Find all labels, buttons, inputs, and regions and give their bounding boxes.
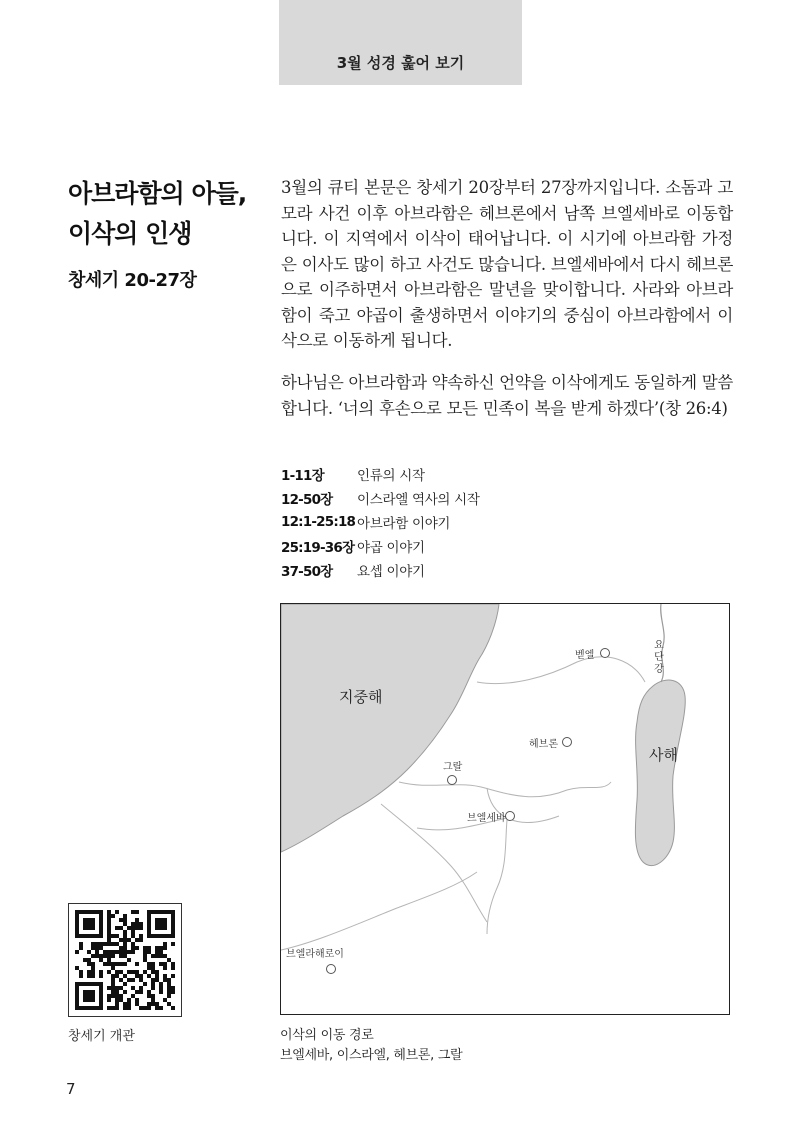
chapter-range: 37-50장 bbox=[281, 564, 333, 580]
wadi-line bbox=[477, 657, 645, 684]
beerlahairoi-marker bbox=[327, 965, 336, 974]
beerlahairoi-label: 브엘라해로이 bbox=[286, 949, 344, 960]
qr-code-graphic bbox=[69, 904, 181, 1016]
gerar-label: 그랄 bbox=[443, 762, 463, 773]
chapter-row bbox=[281, 534, 480, 558]
wadi-line bbox=[399, 782, 611, 797]
map-caption bbox=[280, 1026, 462, 1066]
bethel-marker bbox=[601, 649, 610, 658]
bethel-label: 벧엘 bbox=[575, 650, 595, 661]
gerar-marker bbox=[448, 776, 457, 785]
chapter-row bbox=[281, 462, 480, 486]
chapter-range: 25:19-36장 bbox=[281, 540, 355, 556]
jordan-river-label-char: 단 bbox=[654, 652, 664, 663]
chapter-description: 아브라함 이야기 bbox=[357, 516, 451, 532]
chapter-description: 요셉 이야기 bbox=[357, 564, 425, 580]
chapter-row bbox=[281, 486, 480, 510]
map-caption-places: 브엘세바, 이스라엘, 헤브론, 그랄 bbox=[280, 1048, 463, 1063]
wadi-line bbox=[487, 820, 507, 934]
article-subtitle: 창세기 20-27장 bbox=[68, 270, 197, 291]
chapter-range: 12-50장 bbox=[281, 492, 333, 508]
section-header-title: 3월 성경 훑어 보기 bbox=[336, 54, 465, 72]
beersheba-label: 브엘세바 bbox=[467, 813, 506, 824]
beersheba-marker bbox=[506, 812, 515, 821]
chapter-range: 1-11장 bbox=[281, 468, 324, 484]
chapter-description: 이스라엘 역사의 시작 bbox=[357, 492, 480, 508]
jordan-river-label-char: 요 bbox=[654, 640, 664, 651]
page-number: 7 bbox=[66, 1080, 76, 1098]
chapter-description: 야곱 이야기 bbox=[357, 540, 425, 556]
chapter-description: 인류의 시작 bbox=[357, 468, 425, 484]
dead-sea-label: 사해 bbox=[649, 746, 678, 764]
section-header-tab bbox=[279, 0, 522, 85]
article-title-line-2: 이삭의 인생 bbox=[68, 219, 192, 248]
hebron-marker bbox=[563, 738, 572, 747]
qr-code-icon[interactable] bbox=[68, 903, 182, 1017]
route-map bbox=[280, 603, 730, 1015]
map-caption-title: 이삭의 이동 경로 bbox=[280, 1028, 374, 1043]
dead-sea-shape bbox=[635, 680, 685, 866]
jordan-river-label bbox=[653, 640, 665, 676]
chapter-range: 12:1-25:18 bbox=[281, 514, 356, 530]
hebron-label: 헤브론 bbox=[529, 739, 558, 750]
wadi-line bbox=[281, 872, 477, 950]
chapter-row bbox=[281, 558, 480, 582]
intro-paragraph-2: 하나님은 아브라함과 약속하신 언약을 이삭에게도 동일하게 말씀합니다. ‘너의 후손으로 모든 민족이 복을 받게 하겠다’(창 26:4) bbox=[281, 373, 733, 418]
article-title-line-1: 아브라함의 아들, bbox=[68, 179, 247, 208]
chapter-outline-list bbox=[281, 462, 480, 582]
mediterranean-sea-label: 지중해 bbox=[339, 688, 383, 706]
qr-code-label: 창세기 개관 bbox=[68, 1029, 135, 1044]
chapter-row bbox=[281, 510, 480, 534]
article-title-block bbox=[68, 174, 268, 292]
jordan-river-label-char: 강 bbox=[654, 664, 664, 675]
intro-paragraph-1: 3월의 큐티 본문은 창세기 20장부터 27장까지입니다. 소돔과 고모라 사건 이후 아브라함은 헤브론에서 남쪽 브엘세바로 이동합니다. 이 지역에서 이삭이 태어납니다. 이 시기에 아브라함 가정은 이사도 많이 하고 사건도 많습니다. 브엘세바에서 다시 헤브론으로 이주하면서 아브라함은 말년을 맞이합니다. 사라와 아브라함이 죽고 야곱이 출생하면서 이야기의 중심이 아브라함에서 이삭으로 이동하게 됩니다. bbox=[281, 178, 733, 350]
